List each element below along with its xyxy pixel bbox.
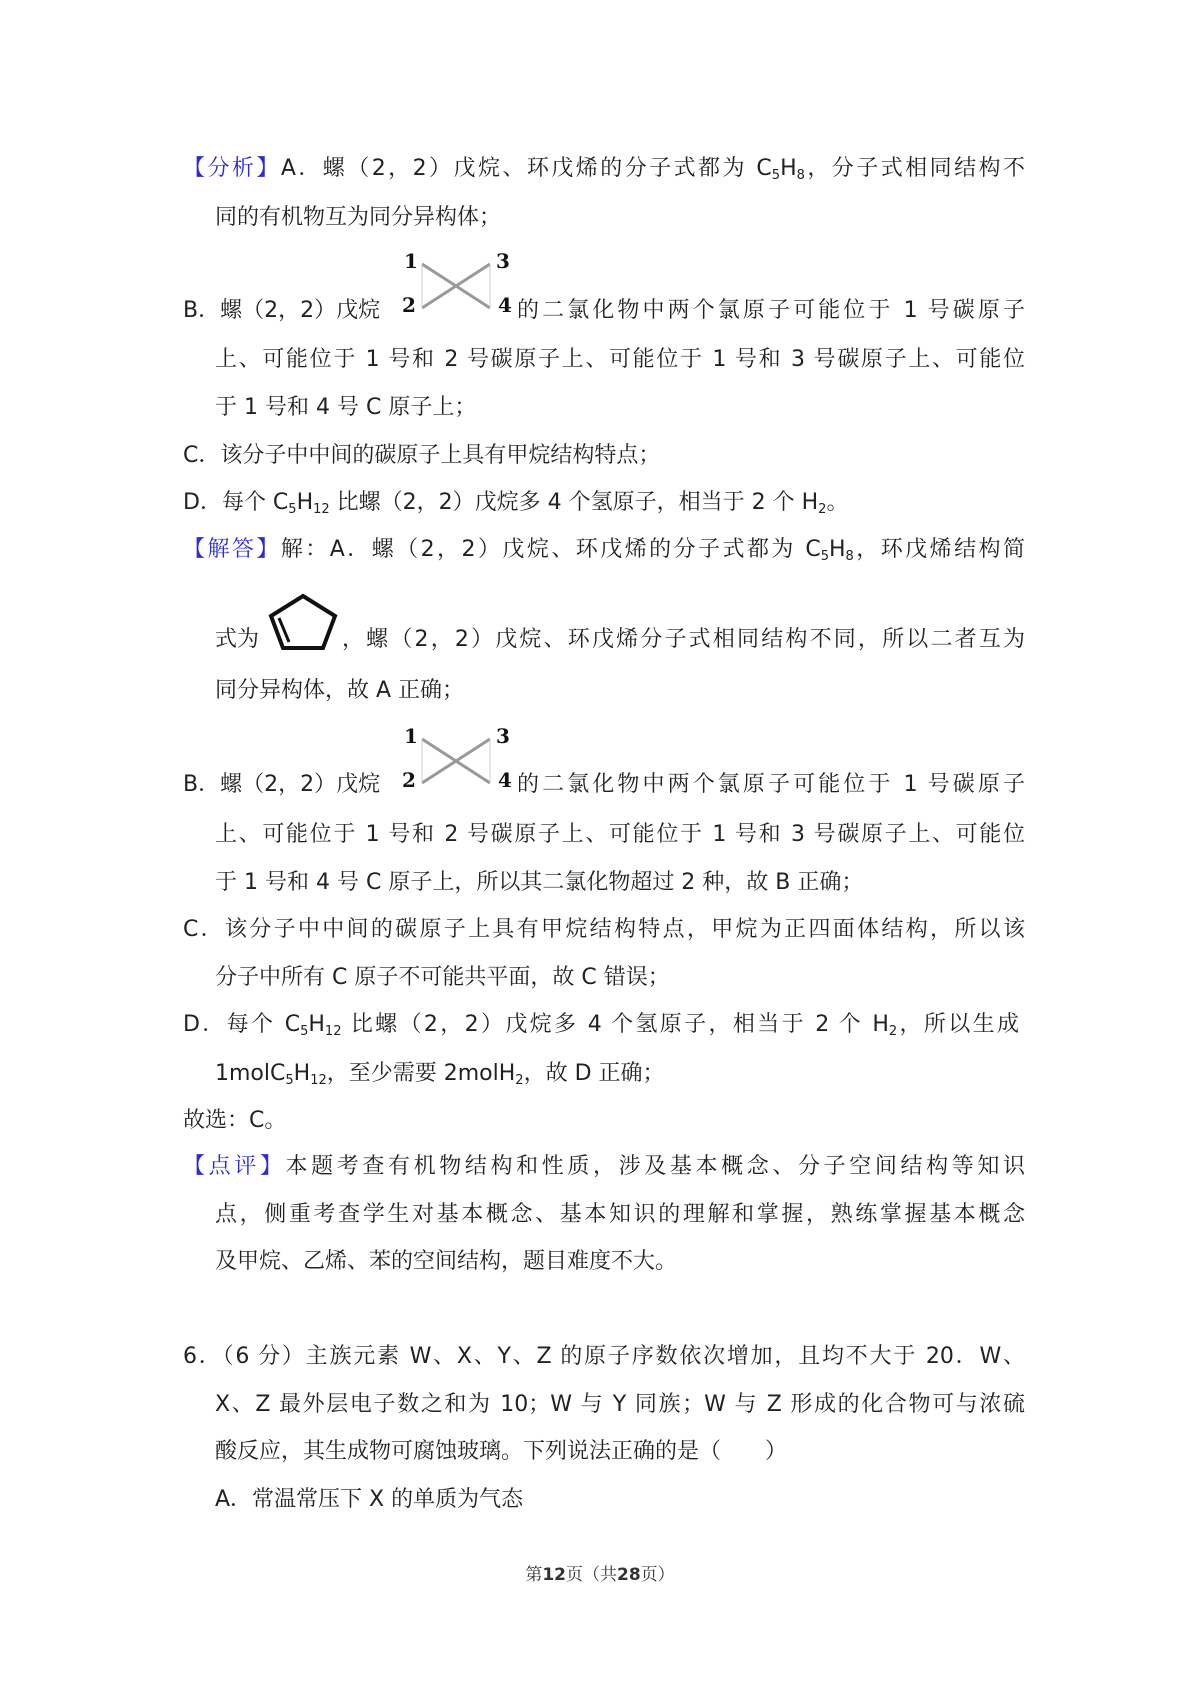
subscript: 2 — [818, 502, 827, 517]
text-segment: 1molC — [215, 1061, 286, 1086]
text-line-comment — [183, 1153, 1025, 1181]
subscript: 12 — [313, 502, 330, 517]
text-line-choice — [183, 1107, 286, 1135]
text-line-answer-a-2 — [215, 626, 259, 654]
total-pages: 28 — [617, 1565, 641, 1585]
text-segment: ，至少需要 2molH — [326, 1061, 516, 1086]
text-line-analysis-a — [183, 155, 1025, 183]
text-line-q6-2 — [215, 1391, 1025, 1419]
text-segment: 点，侧重考查学生对基本概念、基本知识的理解和掌握，熟练掌握基本概念 — [215, 1202, 1025, 1227]
text-segment: C．该分子中中间的碳原子上具有甲烷结构特点，甲烷为正四面体结构，所以该 — [183, 917, 1025, 942]
text-line-q6-3 — [215, 1438, 787, 1466]
cyclopentene-structure — [265, 592, 341, 652]
carbon-label-1: 1 — [404, 250, 418, 273]
subscript: 2 — [515, 1073, 524, 1088]
subscript: 5 — [300, 1024, 309, 1039]
text-segment: 同的有机物互为同分异构体； — [215, 205, 502, 230]
carbon-label-2: 2 — [402, 768, 416, 792]
text-line-analysis-d — [183, 489, 848, 517]
text-segment: H — [296, 490, 314, 515]
text-segment: 上、可能位于 1 号和 2 号碳原子上、可能位于 1 号和 3 号碳原子上、可能位 — [215, 822, 1025, 847]
text-segment: A．螺（2，2）戊烷、环戊烯的分子式都为 C — [280, 156, 772, 181]
text-line-answer-b — [183, 771, 380, 799]
spiro-pentane-structure-1 — [400, 250, 515, 325]
text-segment: 解：A．螺（2，2）戊烷、环戊烯的分子式都为 C — [280, 537, 821, 562]
text-segment: 式为 — [215, 627, 260, 652]
text-line-analysis-b — [183, 297, 380, 325]
text-line-analysis-c — [183, 442, 660, 470]
text-line-analysis-b-3 — [215, 394, 476, 422]
text-line-analysis-b-2 — [215, 346, 1025, 374]
subscript: 2 — [888, 1024, 898, 1039]
text-segment: D．每个 C — [183, 490, 289, 515]
text-segment: 分子中所有 C 原子不可能共平面，故 C 错误； — [215, 965, 670, 990]
subscript: 12 — [324, 1024, 342, 1039]
page-footer — [0, 1560, 1200, 1585]
text-segment: H — [828, 537, 846, 562]
text-segment: ，所以生成 — [897, 1012, 1019, 1037]
text-line-answer-a — [183, 536, 1025, 564]
footer-suffix: 页） — [640, 1565, 675, 1585]
text-line-answer-c — [183, 916, 1025, 944]
spiro-pentane-structure-2 — [400, 725, 515, 800]
text-segment: H — [308, 1012, 325, 1037]
page-number: 12 — [542, 1565, 566, 1585]
text-segment: H — [293, 1061, 311, 1086]
text-line-comment-3 — [215, 1248, 677, 1276]
text-segment: B．螺（2，2）戊烷 — [183, 772, 381, 797]
text-line-answer-b-tail — [517, 771, 1025, 799]
text-segment: 故选：C。 — [183, 1108, 287, 1133]
carbon-label-3: 3 — [496, 725, 510, 748]
text-segment: 。 — [826, 490, 849, 515]
section-tag: 【解答】 — [183, 537, 281, 562]
text-segment: 同分异构体，故 A 正确； — [215, 678, 465, 703]
text-segment: H — [780, 156, 797, 181]
text-segment: ，故 D 正确； — [523, 1061, 665, 1086]
text-line-answer-d — [183, 1011, 1019, 1039]
text-line-analysis-b-tail — [517, 297, 1025, 325]
footer-middle: 页（共 — [566, 1565, 617, 1585]
text-segment: C．该分子中中间的碳原子上具有甲烷结构特点； — [183, 443, 661, 468]
text-line-answer-b-3 — [215, 869, 863, 897]
subscript: 5 — [820, 549, 829, 564]
section-tag: 【分析】 — [183, 156, 281, 181]
text-segment: B．螺（2，2）戊烷 — [183, 298, 381, 323]
text-line-answer-c-2 — [215, 964, 670, 992]
text-segment: 于 1 号和 4 号 C 原子上，所以其二氯化物超过 2 种，故 B 正确； — [215, 870, 864, 895]
text-segment: 于 1 号和 4 号 C 原子上； — [215, 395, 477, 420]
text-segment: A．常温常压下 X 的单质为气态 — [215, 1487, 524, 1512]
text-line-q6 — [183, 1343, 1025, 1371]
text-segment: 比螺（2，2）戊烷多 4 个氢原子，相当于 2 个 H — [329, 490, 819, 515]
subscript: 5 — [771, 168, 781, 183]
text-segment: ，分子式相同结构不 — [804, 156, 1025, 181]
text-segment: 及甲烷、乙烯、苯的空间结构，题目难度不大。 — [215, 1249, 678, 1274]
text-segment: ，环戊烯结构简 — [853, 537, 1025, 562]
text-line-answer-b-2 — [215, 821, 1025, 849]
text-segment: 酸反应，其生成物可腐蚀玻璃。下列说法正确的是（ ） — [215, 1439, 788, 1464]
text-line-answer-d-2 — [215, 1060, 665, 1088]
text-segment: 的二氯化物中两个氯原子可能位于 1 号碳原子 — [517, 298, 1025, 323]
text-line-answer-a-3 — [215, 677, 464, 705]
text-segment: D．每个 C — [183, 1012, 301, 1037]
carbon-label-3: 3 — [496, 250, 510, 273]
carbon-label-1: 1 — [404, 725, 418, 748]
text-segment: 的二氯化物中两个氯原子可能位于 1 号碳原子 — [517, 772, 1025, 797]
section-tag: 【点评】 — [183, 1154, 286, 1179]
text-segment: 上、可能位于 1 号和 2 号碳原子上、可能位于 1 号和 3 号碳原子上、可能位 — [215, 347, 1025, 372]
carbon-label-2: 2 — [402, 293, 416, 317]
subscript: 8 — [845, 549, 854, 564]
subscript: 12 — [310, 1073, 327, 1088]
carbon-label-4: 4 — [498, 768, 512, 792]
text-segment: 本题考查有机物结构和性质，涉及基本概念、分子空间结构等知识 — [285, 1154, 1025, 1179]
text-segment: 比螺（2，2）戊烷多 4 个氢原子，相当于 2 个 H — [341, 1012, 889, 1037]
subscript: 5 — [285, 1073, 294, 1088]
subscript: 5 — [288, 502, 297, 517]
text-line-answer-a-2-tail — [342, 626, 1025, 654]
text-line-analysis-a-2 — [215, 204, 501, 232]
text-segment: 6．（6 分）主族元素 W、X、Y、Z 的原子序数依次增加，且均不大于 20．W、 — [183, 1344, 1025, 1369]
text-line-comment-2 — [215, 1201, 1025, 1229]
text-segment: X、Z 最外层电子数之和为 10；W 与 Y 同族；W 与 Z 形成的化合物可与浓硫 — [215, 1392, 1025, 1417]
footer-prefix: 第 — [525, 1565, 543, 1585]
subscript: 8 — [796, 168, 805, 183]
text-segment: ，螺（2，2）戊烷、环戊烯分子式相同结构不同，所以二者互为 — [342, 627, 1025, 652]
text-line-q6-a — [215, 1486, 523, 1514]
carbon-label-4: 4 — [498, 293, 512, 317]
